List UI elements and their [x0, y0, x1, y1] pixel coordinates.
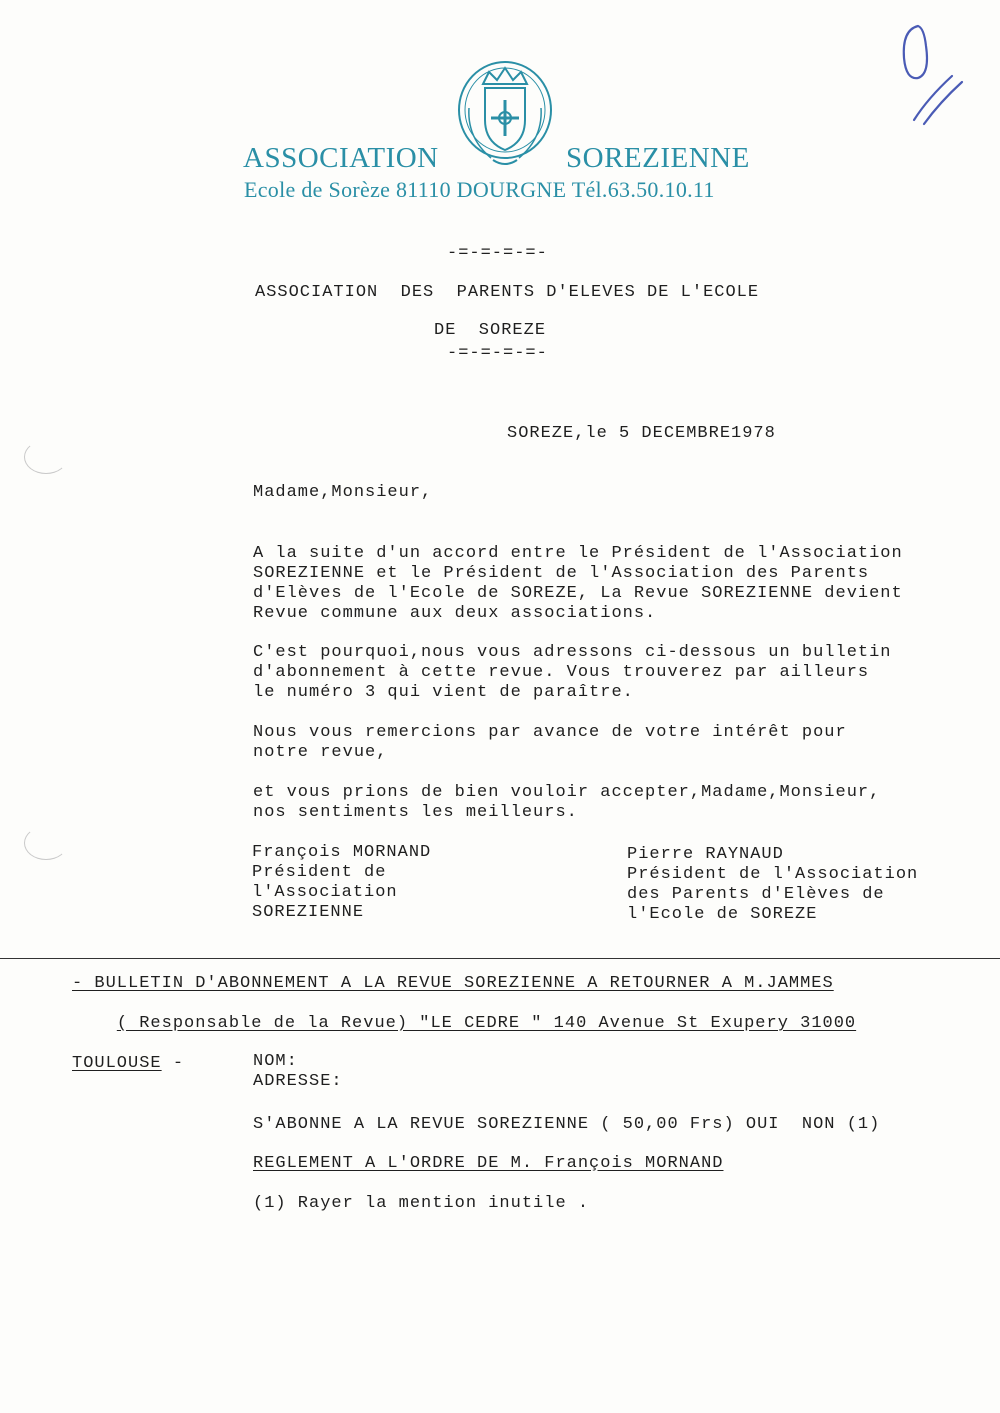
paragraph-line: notre revue, — [253, 743, 388, 762]
signature-left — [252, 843, 431, 923]
paragraph-4 — [253, 783, 880, 823]
bulletin-line3 — [72, 1054, 856, 1074]
bulletin-line2-text: ( Responsable de la Revue) "LE CEDRE " 140 Avenue St Exupery 31000 — [116, 1014, 857, 1033]
paragraph-2 — [253, 643, 892, 703]
handwritten-annotation — [888, 18, 968, 133]
decoration-top: -=-=-=-=- — [447, 244, 548, 263]
bulletin-line2 — [72, 994, 856, 1054]
bulletin-line1-text: - BULLETIN D'ABONNEMENT A LA REVUE SOREZIENNE A RETOURNER A M.JAMMES — [72, 974, 834, 993]
signature-line: des Parents d'Elèves de — [627, 885, 885, 904]
paragraph-line: d'Elèves de l'Ecole de SOREZE, La Revue SOREZIENNE devient — [253, 584, 903, 603]
bulletin-line3-city: TOULOUSE — [72, 1054, 162, 1073]
paragraph-line: SOREZIENNE et le Président de l'Association des Parents — [253, 564, 870, 583]
handwriting-text: 0 ll — [888, 18, 891, 19]
punch-hole-mark-top — [24, 440, 68, 474]
form-nom-field[interactable]: NOM: — [253, 1052, 298, 1071]
punch-hole-mark-bottom — [24, 826, 68, 860]
decoration-bottom: -=-=-=-=- — [447, 344, 548, 363]
signature-right — [627, 845, 918, 925]
signature-line: Président de l'Association — [627, 865, 919, 884]
signature-line: François MORNAND — [252, 843, 432, 862]
bulletin-header — [72, 974, 856, 1074]
subscription-option[interactable]: S'ABONNE A LA REVUE SOREZIENNE ( 50,00 Frs) OUI NON (1) — [253, 1115, 881, 1134]
paragraph-line: C'est pourquoi,nous vous adressons ci-dessous un bulletin — [253, 643, 892, 662]
paragraph-line: nos sentiments les meilleurs. — [253, 803, 578, 822]
cut-line-divider — [0, 958, 1000, 959]
form-adresse-field[interactable]: ADRESSE: — [253, 1072, 343, 1091]
salutation: Madame,Monsieur, — [253, 483, 433, 502]
signature-line: SOREZIENNE — [252, 903, 365, 922]
bulletin-line1 — [72, 974, 856, 994]
header-title-line2: DE SOREZE — [434, 321, 547, 340]
paragraph-1 — [253, 544, 903, 624]
header-title-line1: ASSOCIATION DES PARENTS D'ELEVES DE L'ECOLE — [255, 283, 760, 302]
signature-line: Président de — [252, 863, 387, 882]
letter-date: SOREZE,le 5 DECEMBRE1978 — [507, 424, 776, 443]
association-crest-logo — [455, 58, 555, 173]
paragraph-line: d'abonnement à cette revue. Vous trouverez par ailleurs — [253, 663, 870, 682]
paragraph-line: et vous prions de bien vouloir accepter,Madame,Monsieur, — [253, 783, 881, 802]
bulletin-line3-rest: - — [161, 1054, 185, 1073]
signature-line: Pierre RAYNAUD — [627, 845, 784, 864]
paragraph-3 — [253, 723, 847, 763]
footnote: (1) Rayer la mention inutile . — [253, 1194, 590, 1213]
signature-line: l'Ecole de SOREZE — [627, 905, 818, 924]
letterhead-address: Ecole de Sorèze 81110 DOURGNE Tél.63.50.10.11 — [244, 177, 715, 202]
paragraph-line: Nous vous remercions par avance de votre intérêt pour — [253, 723, 847, 742]
letterhead-sorezienne: SOREZIENNE — [566, 142, 750, 174]
signature-line: l'Association — [252, 883, 398, 902]
paragraph-line: A la suite d'un accord entre le Président de l'Association — [253, 544, 903, 563]
payment-instruction: REGLEMENT A L'ORDRE DE M. François MORNAND — [253, 1154, 724, 1173]
paragraph-line: Revue commune aux deux associations. — [253, 604, 657, 623]
letterhead-association: ASSOCIATION — [243, 142, 439, 174]
paragraph-line: le numéro 3 qui vient de paraître. — [253, 683, 634, 702]
